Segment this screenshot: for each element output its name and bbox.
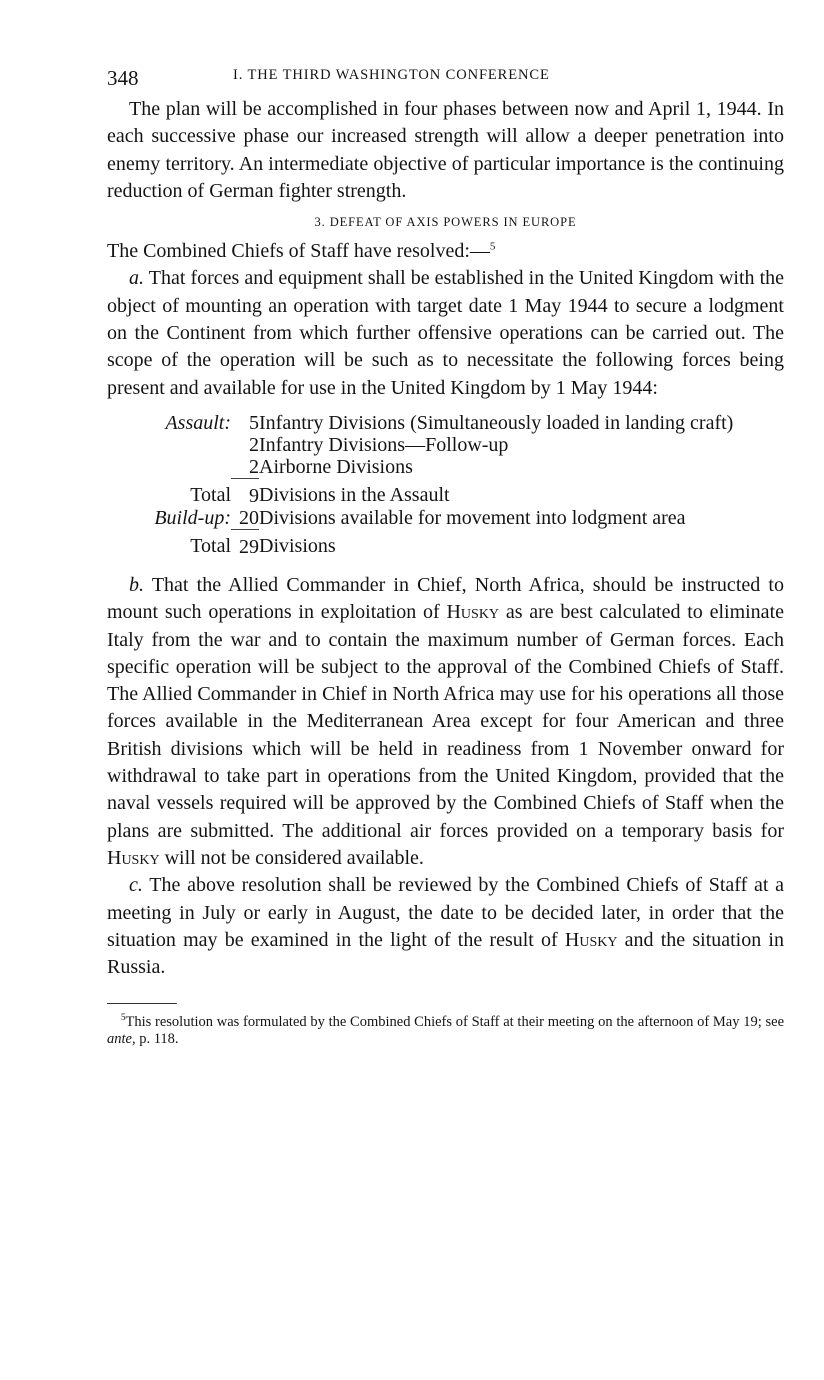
paragraph-c [107,872,784,981]
assault-label: Assault: [165,411,231,434]
page-header [107,60,784,96]
running-head: I. THE THIRD WASHINGTON CONFERENCE [233,67,550,83]
paragraph-c-marker: c. [129,874,143,897]
paragraph-b-text-3: will not be considered available. [159,846,424,869]
assault-desc-2: Infantry Divisions—Follow-up [259,433,509,456]
grand-total-label: Total [190,535,231,558]
assault-row-3 [107,456,762,479]
assault-total-label: Total [190,484,231,507]
paragraph-a-marker: a. [129,267,144,290]
husky-codename: Husky [446,601,500,624]
assault-row-2 [107,434,762,456]
footnote [107,1014,784,1048]
paragraph-a-text: That forces and equipment shall be established in the United Kingdom with the object of mounting an operation with target date 1 May 1944 to secure a lodgment on the Continent from which further offensive operations can be carried out. The scope of the operation will be such as to necessitate the following forces being present and available for use in the United Kingdom by 1 May 1944: [107,267,785,399]
section-heading: 3. DEFEAT OF AXIS POWERS IN EUROPE [314,215,577,230]
assault-count-3: 2 [249,455,259,478]
grand-total-count: 29 [231,529,259,558]
assault-total-row [107,478,762,507]
document-page [107,60,784,1048]
assault-row-1 [107,412,762,434]
footnote-ref: 5 [489,240,496,253]
footnote-text-1: This resolution was formulated by the Combined Chiefs of Staff at their meeting on the afternoon of May 19; see [125,1014,784,1031]
intro-paragraph: The plan will be accomplished in four phases between now and April 1, 1944. In each successive phase our increased strength will allow a deeper penetration into enemy territory. An intermediate objective of particular importance is the continuing reduction of German fighter strength. [107,98,784,202]
paragraph-b-marker: b. [129,573,144,596]
footnote-ante: ante [107,1031,132,1048]
paragraph-b-text-1: That the Allied Commander in Chief, North Africa, should be instructed to mount such operations in exploitation of [107,573,784,624]
footnote-text-2: , p. 118. [131,1031,179,1048]
assault-desc-3: Airborne Divisions [259,455,413,478]
assault-desc-1: Infantry Divisions (Simultaneously loaded in landing craft) [259,411,734,434]
buildup-count: 20 [239,506,259,529]
husky-codename: Husky [564,928,618,951]
assault-count-2: 2 [249,433,259,456]
buildup-row [107,507,762,530]
resolved-line [107,238,784,265]
paragraph-c-text-2: and the situation in Russia. [107,928,784,979]
resolved-text: The Combined Chiefs of Staff have resolved:— [107,240,490,263]
footnote-rule [107,1003,177,1004]
buildup-desc: Divisions available for movement into lodgment area [259,506,686,529]
buildup-label: Build-up: [154,506,231,529]
assault-total-desc: Divisions in the Assault [259,484,450,507]
assault-total-count: 9 [231,478,259,507]
assault-count-1: 5 [249,411,259,434]
paragraph-c-text-1: The above resolution shall be reviewed by the Combined Chiefs of Staff at a meeting in July or early in August, the date to be decided later, in order that the situation may be examined in the light of the result of [107,874,785,951]
footnote-number: 5 [121,1012,126,1023]
paragraph-b [107,572,784,872]
forces-table [107,412,762,558]
page-number: 348 [107,66,139,90]
grand-total-desc: Divisions [259,535,336,558]
grand-total-row [107,529,762,558]
paragraph-a [107,265,784,401]
husky-codename: Husky [107,846,160,869]
paragraph-b-text-2: as are best calculated to eliminate Italy from the war and to contain the maximum number of German forces. Each specific operation will be subject to the approval of the Combined Chiefs of Staff. The Allied Commander in Chief in North Africa may use for his operations all those forces available in the Mediterranean Area except for four American and three British divisions which will be held in readiness from 1 November onward for withdrawal to take part in operations from the United Kingdom, provided that the naval vessels required will be approved by the Combined Chiefs of Staff when the plans are submitted. The additional air forces provided on a temporary basis for [107,601,784,842]
